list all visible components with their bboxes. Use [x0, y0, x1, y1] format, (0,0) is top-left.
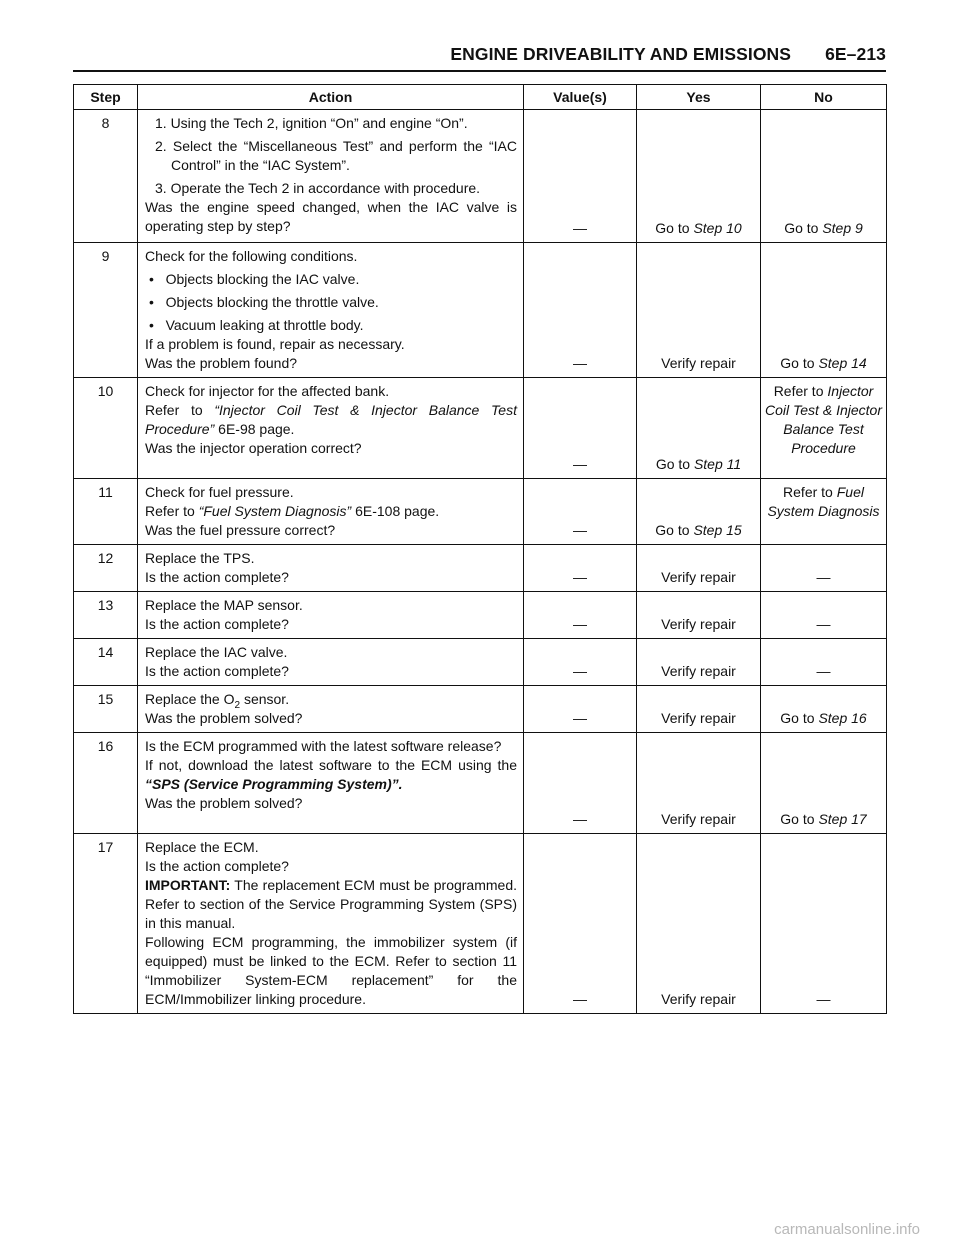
table-row	[74, 545, 887, 592]
action-line: Check for injector for the affected bank.	[145, 383, 390, 399]
table-row	[74, 639, 887, 686]
action-intro: Check for the following conditions.	[145, 248, 358, 264]
action-line: Is the action complete?	[145, 858, 289, 874]
section-title: ENGINE DRIVEABILITY AND EMISSIONS	[450, 44, 792, 64]
no-cell: Refer to Fuel System Diagnosis	[761, 479, 887, 545]
action-question: Is the action complete?	[145, 663, 289, 679]
table-row	[74, 834, 887, 1014]
action-cell	[138, 686, 524, 733]
action-question: Is the action complete?	[145, 616, 289, 632]
action-cell	[138, 733, 524, 834]
no-procedure-ref: Injector Coil Test & Injector Balance Test Procedure	[765, 383, 882, 456]
action-reference: Refer to “Fuel System Diagnosis” 6E-108 page.	[145, 503, 440, 519]
value-cell: —	[524, 378, 637, 479]
action-question: Was the fuel pressure correct?	[145, 522, 336, 538]
yes-step-ref: Step 15	[693, 522, 742, 538]
action-line: If not, download the latest software to the ECM using the “SPS (Service Programming System)”.	[145, 757, 517, 792]
action-question: Is the action complete?	[145, 569, 289, 585]
step-number: 12	[74, 545, 138, 592]
action-cell	[138, 639, 524, 686]
value-cell: —	[524, 733, 637, 834]
table-row	[74, 733, 887, 834]
value-cell: —	[524, 545, 637, 592]
table-row	[74, 479, 887, 545]
no-cell: —	[761, 545, 887, 592]
step-number: 14	[74, 639, 138, 686]
column-header-yes: Yes	[637, 85, 761, 110]
yes-cell: Verify repair	[637, 592, 761, 639]
procedure-ref: “Fuel System Diagnosis”	[198, 503, 352, 519]
value-cell: —	[524, 110, 637, 243]
table-row	[74, 378, 887, 479]
action-reference: Refer to “Injector Coil Test & Injector Balance Test Procedure” 6E-98 page.	[145, 402, 517, 437]
no-procedure-ref: Fuel System Diagnosis	[767, 484, 880, 519]
table-row	[74, 110, 887, 243]
action-line: Is the ECM programmed with the latest software release?	[145, 738, 502, 754]
table-header-row	[74, 85, 887, 110]
action-cell	[138, 479, 524, 545]
no-cell: —	[761, 592, 887, 639]
yes-cell: Verify repair	[637, 545, 761, 592]
action-question: Was the problem found?	[145, 355, 298, 371]
action-cell	[138, 545, 524, 592]
step-number: 10	[74, 378, 138, 479]
no-cell: Go to Step 17	[761, 733, 887, 834]
value-cell: —	[524, 686, 637, 733]
action-cell	[138, 834, 524, 1014]
watermark: carmanualsonline.info	[774, 1221, 920, 1238]
no-cell: Go to Step 9	[761, 110, 887, 243]
table-row	[74, 686, 887, 733]
step-number: 8	[74, 110, 138, 243]
value-cell: —	[524, 639, 637, 686]
bullet-item: • Vacuum leaking at throttle body.	[149, 317, 364, 333]
bullet-item: • Objects blocking the IAC valve.	[149, 271, 360, 287]
yes-cell: Verify repair	[637, 686, 761, 733]
value-cell: —	[524, 834, 637, 1014]
header-divider	[73, 70, 886, 72]
action-line: Replace the ECM.	[145, 839, 259, 855]
bullet-item: • Objects blocking the throttle valve.	[149, 294, 379, 310]
yes-step-ref: Step 10	[693, 220, 742, 236]
action-line: Replace the MAP sensor.	[145, 597, 303, 613]
column-header-action: Action	[138, 85, 524, 110]
step-number: 11	[74, 479, 138, 545]
step-number: 13	[74, 592, 138, 639]
action-question: Was the injector operation correct?	[145, 440, 362, 456]
page-header	[450, 44, 886, 65]
action-question: Was the engine speed changed, when the IAC valve is operating step by step?	[145, 199, 517, 234]
value-cell: —	[524, 592, 637, 639]
action-cell	[138, 592, 524, 639]
action-line: Check for fuel pressure.	[145, 484, 294, 500]
yes-cell: Go to Step 10	[637, 110, 761, 243]
procedure-ref: “Injector Coil Test & Injector Balance Test Procedure”	[145, 402, 517, 437]
yes-cell: Go to Step 15	[637, 479, 761, 545]
action-cell	[138, 110, 524, 243]
column-header-no: No	[761, 85, 887, 110]
action-note: If a problem is found, repair as necessary.	[145, 336, 405, 352]
step-number: 17	[74, 834, 138, 1014]
step-number: 15	[74, 686, 138, 733]
action-line: Replace the $O_2$ sensor.	[145, 691, 290, 711]
no-cell: Refer to Injector Coil Test & Injector Balance Test Procedure	[761, 378, 887, 479]
step-number: 9	[74, 243, 138, 378]
action-item: 3. Operate the Tech 2 in accordance with procedure.	[155, 180, 481, 196]
action-cell	[138, 243, 524, 378]
action-line: Replace the IAC valve.	[145, 644, 288, 660]
action-line: Replace the TPS.	[145, 550, 255, 566]
no-cell: —	[761, 639, 887, 686]
table-row	[74, 592, 887, 639]
important-label: IMPORTANT:	[145, 877, 231, 893]
no-cell: Go to Step 14	[761, 243, 887, 378]
no-cell: —	[761, 834, 887, 1014]
action-question: Was the problem solved?	[145, 710, 303, 726]
column-header-step: Step	[74, 85, 138, 110]
step-number: 16	[74, 733, 138, 834]
action-question: Was the problem solved?	[145, 795, 303, 811]
yes-cell: Go to Step 11	[637, 378, 761, 479]
yes-step-ref: Step 11	[693, 456, 742, 472]
yes-cell: Verify repair	[637, 834, 761, 1014]
action-line: Following ECM programming, the immobilizer system (if equipped) must be linked to the ECM. Refer to section 11 “Immobilizer System-ECM replacement” for the ECM/Immobilizer linking procedure.	[145, 934, 517, 1007]
yes-cell: Verify repair	[637, 733, 761, 834]
action-item: 2. Select the “Miscellaneous Test” and perform the “IAC Control” in the “IAC System”.	[155, 138, 517, 173]
no-step-ref: Step 17	[818, 811, 867, 827]
table-row	[74, 243, 887, 378]
page-number: 6E–213	[825, 44, 886, 64]
important-note: IMPORTANT: The replacement ECM must be programmed. Refer to section of the Service Programming System (SPS) in this manual.	[145, 877, 517, 931]
column-header-values: Value(s)	[524, 85, 637, 110]
yes-cell: Verify repair	[637, 243, 761, 378]
diagnostic-steps-table	[73, 84, 887, 1014]
procedure-ref: “SPS (Service Programming System)”.	[145, 776, 403, 792]
no-step-ref: Step 9	[822, 220, 863, 236]
value-cell: —	[524, 243, 637, 378]
value-cell: —	[524, 479, 637, 545]
yes-cell: Verify repair	[637, 639, 761, 686]
no-step-ref: Step 14	[818, 355, 867, 371]
action-cell	[138, 378, 524, 479]
no-cell: Go to Step 16	[761, 686, 887, 733]
no-step-ref: Step 16	[818, 710, 867, 726]
action-item: 1. Using the Tech 2, ignition “On” and engine “On”.	[155, 115, 468, 131]
